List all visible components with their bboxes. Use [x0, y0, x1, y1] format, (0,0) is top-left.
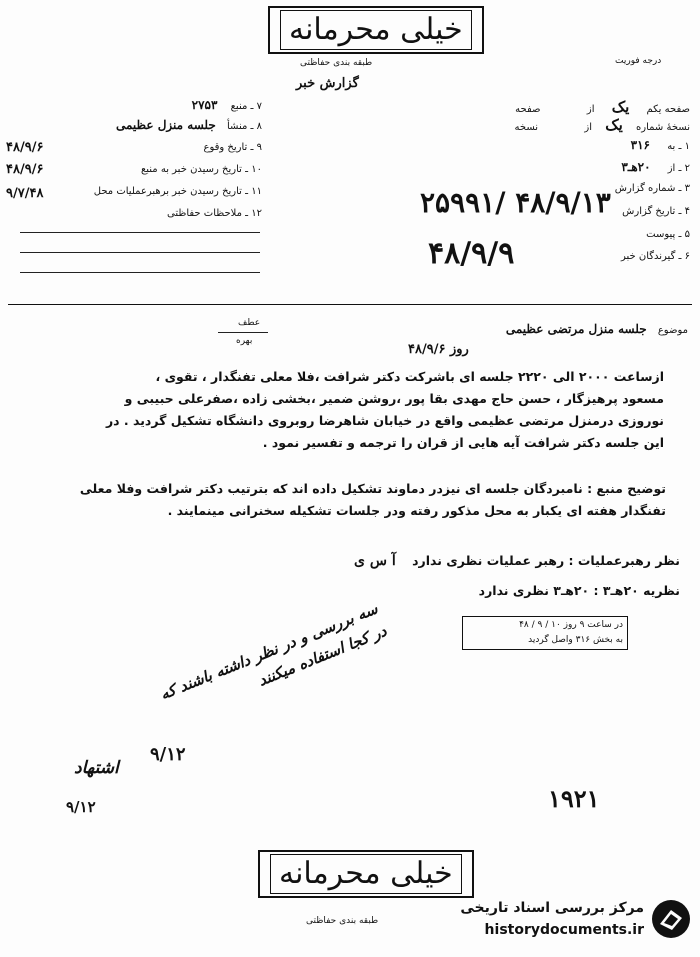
watermark-name: مرکز بررسی اسناد تاریخی: [460, 900, 644, 916]
occurrence-date-value: ۴۸/۹/۶: [6, 140, 44, 155]
page-field-label: صفحه یکم: [646, 104, 690, 115]
to-field-value: ۳۱۶: [630, 138, 650, 152]
origin-field: [116, 118, 262, 132]
report-number-field: ۳ ـ شماره گزارش: [614, 183, 690, 194]
copy-field-end: نسخه: [514, 122, 539, 133]
leader-initials: آ س ی: [354, 553, 396, 569]
copy-field-mid: از: [584, 122, 593, 133]
atf-label: عطف: [238, 318, 261, 328]
from-field: [621, 160, 690, 174]
body-line-1: ازساعت ۲۰۰۰ الی ۲۲۲۰ جلسه ای باشرکت دکتر شرافت ،فلا معلی تفنگدار ، تقوی ،: [155, 369, 664, 384]
handwritten-margin-date: ۹/۱۲: [150, 744, 186, 765]
watermark: [430, 894, 696, 950]
handwritten-signature-date: ۹/۱۲: [66, 798, 96, 816]
subject-text: جلسه منزل مرتضی عظیمی: [505, 322, 647, 336]
top-classification-stamp-text: خیلی محرمانه: [280, 10, 472, 50]
left-blank-line-1: [20, 232, 260, 233]
watermark-url: historydocuments.ir: [484, 922, 644, 938]
to-field: [631, 138, 690, 152]
copy-field-label: نسخهٔ شماره: [636, 122, 690, 133]
subject-label: موضوع: [657, 325, 688, 336]
left-blank-line-2: [20, 252, 260, 253]
body-line-4: این جلسه دکتر شرافت آیه هایی از قران را ترجمه و تفسیر نمود .: [262, 435, 664, 450]
second-opinion: نظریه ۲۰هـ۳ : ۲۰هـ۳ نظری ندارد: [478, 583, 680, 598]
header-separator: [8, 304, 692, 305]
from-field-label: ۲ ـ از: [667, 163, 690, 174]
received-by-leader-field: ۱۱ ـ تاریخ رسیدن خبر برهبرعملیات محل: [93, 186, 262, 197]
origin-field-value: جلسه منزل عظیمی: [115, 118, 216, 132]
page-field-end: صفحه: [515, 104, 541, 115]
handwritten-margin-note: سه بررسی و در نظر داشته باشند که در کجا استفاده میکنند: [157, 599, 390, 704]
bottom-classification-stamp-text: خیلی محرمانه: [270, 854, 462, 894]
archive-number: ۱۹۲۱: [548, 784, 600, 813]
handwritten-report-number: ۴۸/۹/۱۳ /۲۵۹۹۱: [420, 186, 611, 219]
source-field: [192, 98, 262, 112]
priority-label: درجه فوریت: [615, 56, 662, 66]
watermark-logo-icon: [650, 898, 692, 940]
left-fields-block: [4, 98, 262, 268]
leader-opinion-text: نظر رهبرعملیات : رهبر عملیات نظری ندارد: [412, 553, 680, 568]
page-field: [420, 98, 690, 116]
report-title: گزارش خبر: [296, 76, 359, 91]
receipt-stamp: [462, 616, 628, 650]
handwritten-signature: اشتهاد: [74, 758, 119, 778]
top-classification-label: طبقه بندی حفاظتی: [300, 58, 373, 68]
origin-field-label: ۸ ـ منشأ: [226, 121, 262, 132]
received-by-source-value: ۴۸/۹/۶: [6, 162, 44, 177]
source-note: [14, 478, 666, 522]
attachment-field: ۵ ـ پیوست: [646, 229, 690, 240]
leader-opinion: [354, 550, 680, 572]
handwritten-report-date: ۴۸/۹/۹: [428, 236, 515, 271]
subject-date-note: روز ۴۸/۹/۶: [408, 342, 469, 357]
page-field-mid: از: [586, 104, 595, 115]
occurrence-date-field: ۹ ـ تاریخ وقوع: [203, 142, 262, 153]
bahre-label: بهره: [236, 336, 253, 346]
source-note-line-2: تفنگدار هفته ای یکبار به محل مذکور رفته ودر جلسات تشکیله سخنرانی مینمایند .: [167, 503, 666, 518]
report-body: [14, 366, 664, 454]
receipt-stamp-line-1: در ساعت ۹ روز ۱۰ / ۹ / ۴۸: [519, 620, 623, 630]
to-field-label: ۱ ـ به: [667, 141, 690, 152]
body-line-3: نوروزی درمنزل مرتضی عظیمی واقع در خیابان شاهرضا روبروی دانشگاه تشکیل گردید . در: [105, 413, 664, 428]
recipients-field: ۶ ـ گیرندگان خبر: [620, 251, 690, 262]
bottom-classification-stamp: [258, 850, 474, 898]
atf-underline: [218, 332, 268, 333]
copy-field-value: یک: [605, 116, 623, 134]
top-classification-stamp: [268, 6, 484, 54]
page-field-value: یک: [611, 98, 630, 116]
source-note-line-1: توضیح منبع : نامبردگان جلسه ای نیزدر دماوند تشکیل داده اند که بترتیب دکتر شرافت وفلا معلی: [79, 481, 666, 496]
from-field-value: ۲۰هـ۳: [621, 160, 651, 174]
left-blank-line-3: [20, 272, 260, 273]
receipt-stamp-line-2: به بخش ۳۱۶ واصل گردید: [528, 635, 623, 645]
report-date-field: ۴ ـ تاریخ گزارش: [622, 206, 690, 217]
subject-row: [506, 322, 688, 336]
source-field-label: ۷ ـ منبع: [230, 101, 262, 112]
bottom-classification-label: طبقه بندی حفاظتی: [306, 916, 379, 926]
body-line-2: مسعود پرهیزگار ، حسن حاج مهدی بقا پور ،روشن ضمیر ،بخشی زاده ،صفرعلی حبیبی و: [124, 391, 664, 406]
copy-field: [420, 116, 690, 134]
received-by-source-field: ۱۰ ـ تاریخ رسیدن خبر به منبع: [140, 164, 262, 175]
received-by-leader-value: ۹/۷/۴۸: [6, 186, 44, 201]
source-field-value: ۲۷۵۳: [191, 98, 218, 112]
security-notes-field: ۱۲ ـ ملاحظات حفاظتی: [167, 208, 262, 219]
